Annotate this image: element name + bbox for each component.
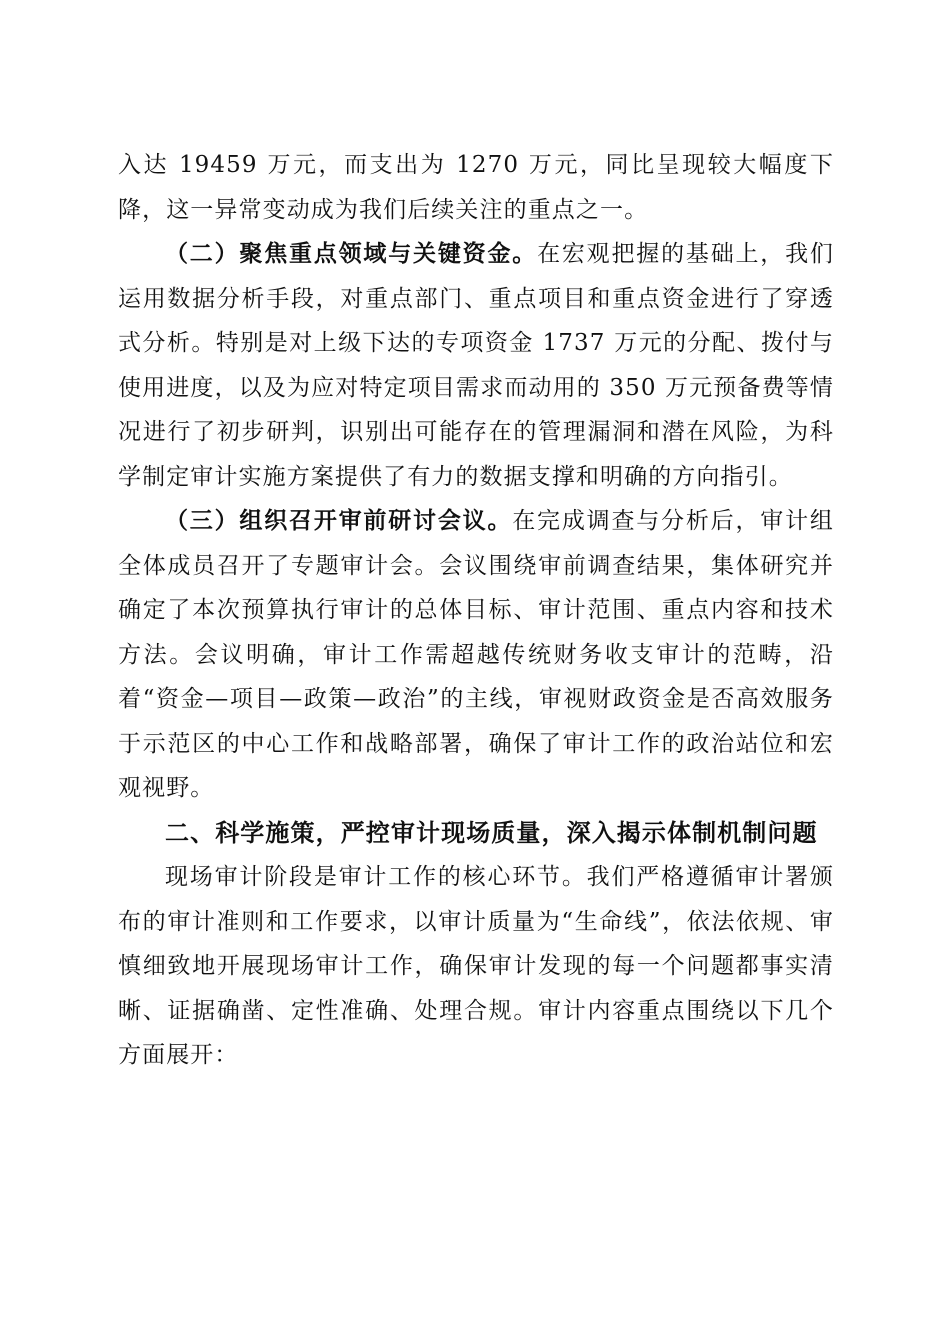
paragraph-text: 在完成调查与分析后，审计组全体成员召开了专题审计会。会议围绕审前调查结果，集体研究并确定了本次预算执行审计的总体目标、审计范围、重点内容和技术方法。会议明确，审计工作需超越传统财务收支审计的范畴，沿着“资金—项目—政策—政治”的主线，审视财政资金是否高效服务于示范区的中心工作和战略部署，确保了审计工作的政治站位和宏观视野。: [118, 508, 834, 801]
document-body: [118, 143, 834, 1078]
paragraph-text: 入达 19459 万元，而支出为 1270 万元，同比呈现较大幅度下降，这一异常变动成为我们后续关注的重点之一。: [118, 152, 834, 223]
paragraph-lead-heading: （二）聚焦重点领域与关键资金。: [165, 241, 538, 267]
paragraph-text: 在宏观把握的基础上，我们运用数据分析手段，对重点部门、重点项目和重点资金进行了穿透式分析。特别是对上级下达的专项资金 1737 万元的分配、拨付与使用进度，以及为应对特定项目需求而动用的 350 万元预备费等情况进行了初步研判，识别出可能存在的管理漏洞和潜在风险，为科学制定审计实施方案提供了有力的数据支撑和明确的方向指引。: [118, 241, 835, 490]
section-heading-2: 二、科学施策，严控审计现场质量，深入揭示体制机制问题: [165, 818, 818, 847]
paragraph-text: 现场审计阶段是审计工作的核心环节。我们严格遵循审计署颁布的审计准则和工作要求，以审计质量为“生命线”，依法依规、审慎细致地开展现场审计工作，确保审计发现的每一个问题都事实清晰、证据确凿、定性准确、处理合规。审计内容重点围绕以下几个方面展开：: [118, 864, 834, 1068]
paragraph-lead-heading: （三）组织召开审前研讨会议。: [165, 508, 513, 534]
paragraph-pre-audit-meeting: [118, 499, 834, 811]
paragraph-revenue-summary: [118, 143, 834, 232]
paragraph-key-funds: [118, 232, 834, 499]
paragraph-field-audit: [118, 855, 834, 1078]
